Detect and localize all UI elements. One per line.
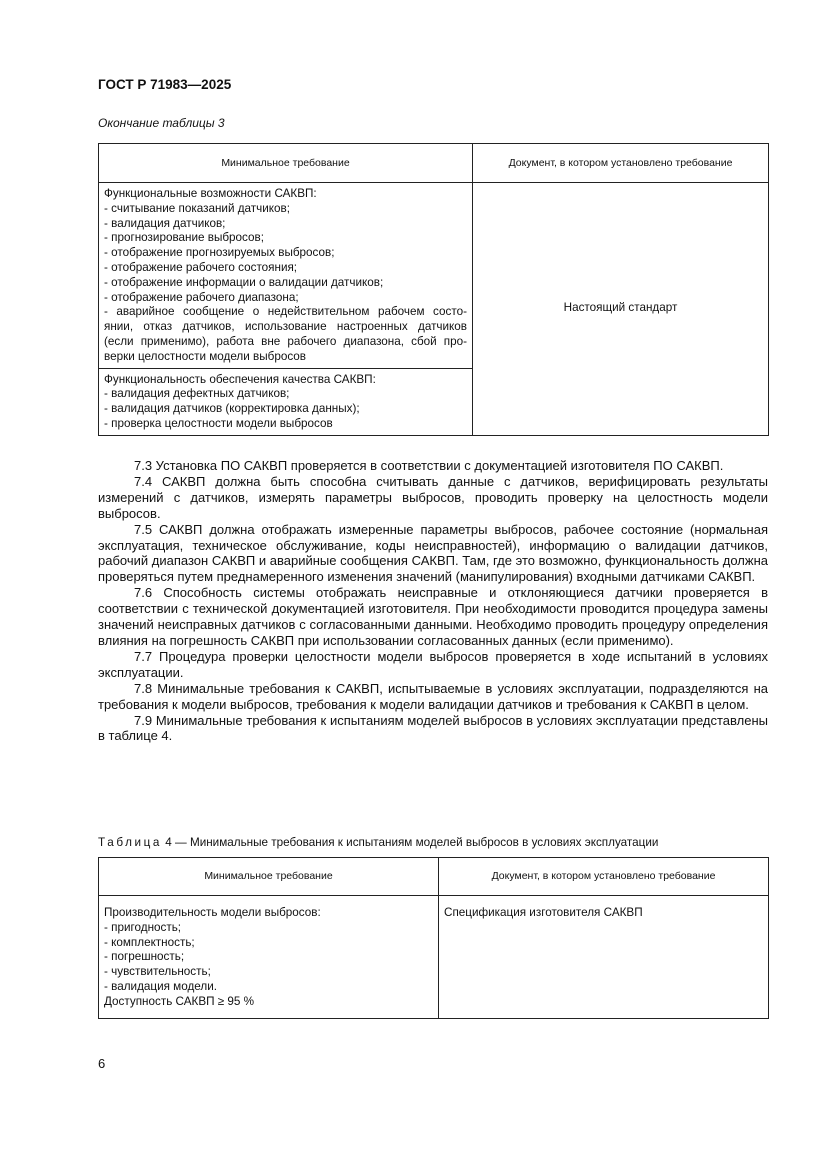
table3-col2-header: Документ, в котором установлено требование [473,144,769,183]
table4-requirement-cell [99,896,439,1019]
list-intro: Функциональность обеспечения качества САКВП: [104,372,376,386]
table3-row1-requirement [99,183,473,369]
table4-col2-header: Документ, в котором установлено требование [439,858,769,896]
paragraph-7-8: 7.8 Минимальные требования к САКВП, испытываемые в условиях эксплуатации, подразделяются на требования к модели выбросов, требования к модели валидации датчиков и требования к САКВП в целом. [98,680,768,712]
paragraph-7-3: 7.3 Установка ПО САКВП проверяется в соответствии с документацией изготовителя ПО САКВП. [134,458,724,473]
document-header: ГОСТ Р 71983—2025 [98,77,232,92]
paragraph-7-9: 7.9 Минимальные требования к испытаниям моделей выбросов в условиях эксплуатации представлены в таблице 4. [98,712,768,744]
list-item: - чувствительность; [104,965,211,979]
table-4-caption-text: 4 — Минимальные требования к испытаниям моделей выбросов в условиях эксплуатации [165,836,659,849]
table4-document-cell [439,896,769,1019]
list-item-line: янии, отказ датчиков, использование настроенных датчиков [104,320,467,334]
paragraph-7-4: 7.4 САКВП должна быть способна считывать данные с датчиков, верифицировать результаты измерений с датчиков, измерять параметры выбросов, проводить проверку на целостность модели выбросов. [98,473,768,521]
list-item: - отображение прогнозируемых выбросов; [104,246,335,260]
table3-document-cell: Настоящий стандарт [473,183,769,436]
list-item: - отображение информации о валидации датчиков; [104,275,384,289]
list-item: - погрешность; [104,950,185,964]
table3-row2-requirement [99,368,473,435]
list-item: - валидация модели. [104,979,217,993]
list-item: - комплектность; [104,935,195,949]
table-continuation-label: Окончание таблицы 3 [98,116,225,130]
list-item: - прогнозирование выбросов; [104,231,264,245]
list-item: - валидация датчиков (корректировка данных); [104,402,360,416]
table3-col1-header: Минимальное требование [99,144,473,183]
list-item: - валидация дефектных датчиков; [104,387,290,401]
list-item: Доступность САКВП ≥ 95 % [104,994,255,1008]
list-item: - считывание показаний датчиков; [104,201,290,215]
document-reference: Спецификация изготовителя САКВП [444,906,643,919]
table-4-caption-label: Таблица [98,836,163,849]
table-4-caption [98,836,658,849]
table-3 [98,143,769,436]
list-item-line: верки целостности модели выбросов [104,349,307,363]
list-item-line: - аварийное сообщение о недействительном рабочем состо- [104,305,467,319]
table-4 [98,857,769,1019]
paragraph-7-7: 7.7 Процедура проверки целостности модели выбросов проверяется в ходе испытаний в условиях эксплуатации. [98,648,768,680]
body-text [98,458,768,744]
list-item-line: (если применимо), работа вне рабочего диапазона, сбой про- [104,334,467,348]
list-item: - проверка целостности модели выбросов [104,416,333,430]
table4-col1-header: Минимальное требование [99,858,439,896]
list-item: - отображение рабочего диапазона; [104,290,299,304]
paragraph-7-5: 7.5 САКВП должна отображать измеренные параметры выбросов, рабочее состояние (нормальная эксплуатация, техническое обслуживание, коды неисправностей), информацию о валидации датчиков, рабочий диапазон САКВП и аварийные сообщения САКВП. Там, где это возможно, функциональность должна проверяться путем преднамеренного изменения значений (манипулирования) входными датчиками САКВП. [98,521,768,585]
paragraph-7-6: 7.6 Способность системы отображать неисправные и отклоняющиеся датчики проверяется в соответствии с технической документацией изготовителя. При необходимости проводится процедура замены значений неисправных датчиков с согласованными данными. Необходимо проводить процедуру определения влияния на погрешность САКВП при использовании согласованных данных (если применимо). [98,585,768,648]
list-intro: Производительность модели выбросов: [104,906,321,919]
list-item: - отображение рабочего состояния; [104,260,298,274]
list-item: - валидация датчиков; [104,216,226,230]
page-number: 6 [98,1056,106,1071]
list-item: - пригодность; [104,920,182,934]
list-intro: Функциональные возможности САКВП: [104,187,317,200]
